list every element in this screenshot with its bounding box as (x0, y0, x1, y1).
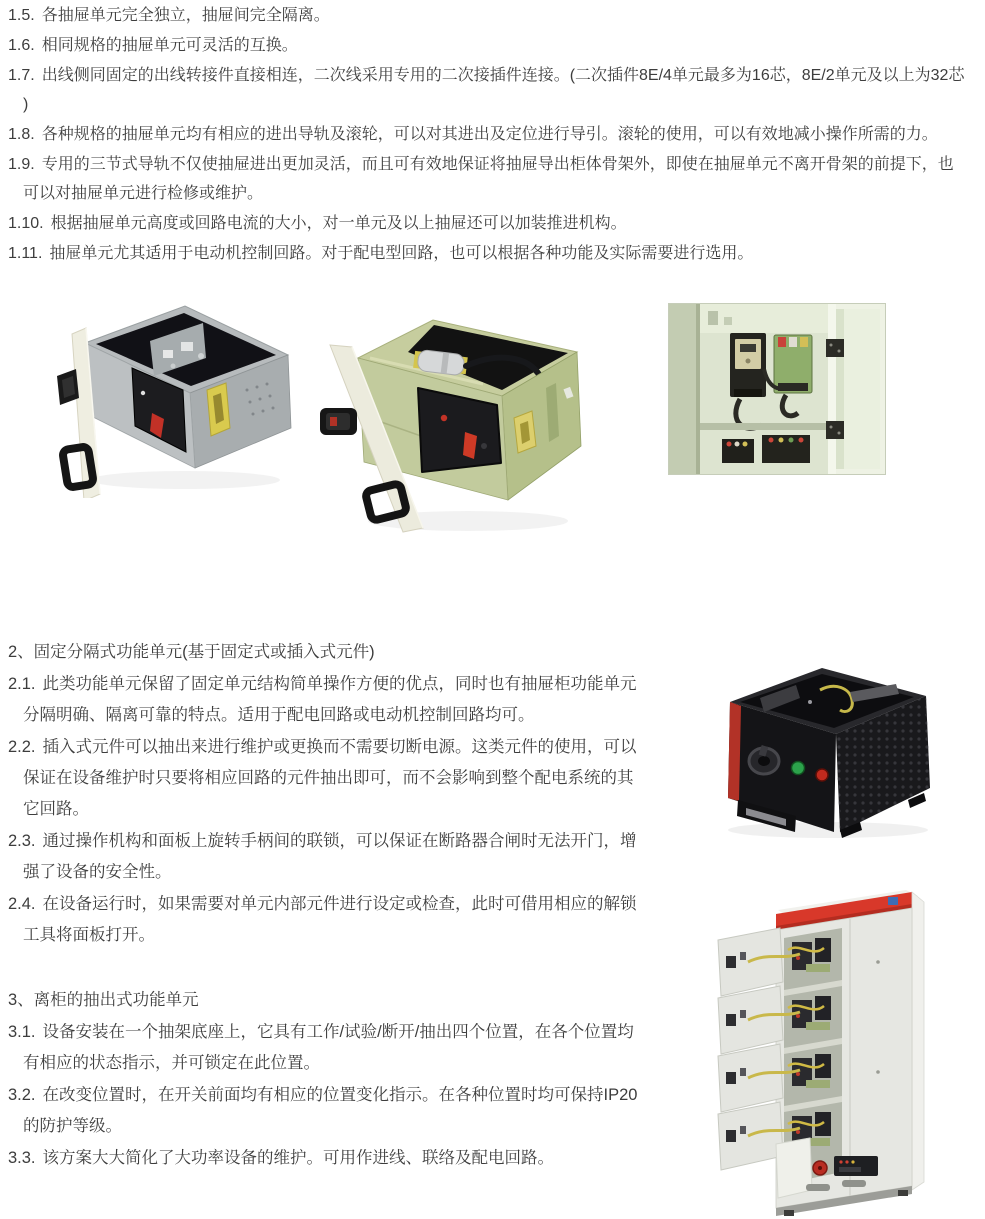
item-number: 2.4. (8, 895, 36, 913)
item-text: 该方案大大简化了大功率设备的维护。可用作进线、联络及配电回路。 (42, 1149, 555, 1167)
red-release-lever (728, 702, 741, 801)
drawer-unit-illustration-2 (318, 296, 588, 541)
drawer-handle-loop (62, 446, 94, 488)
list-item-2-1 (8, 669, 638, 731)
list-item-1-6 (8, 31, 966, 60)
item-text: 在设备运行时，如果需要对单元内部元件进行设定或检查，此时可借用相应的解锁工具将面板打开。 (23, 895, 637, 944)
door-hinge (826, 339, 844, 357)
switchgear-cabinet-illustration (688, 872, 985, 1219)
circuit-breaker (730, 333, 766, 397)
door-hinge (826, 421, 844, 439)
item-number: 1.8. (8, 126, 35, 143)
list-item-1-7 (8, 61, 966, 119)
item-text: 根据抽屉单元高度或回路电流的大小，对一单元及以上抽屉还可以加装推进机构。 (50, 215, 627, 232)
list-item-1-10 (8, 209, 966, 238)
list-item-2-4 (8, 889, 638, 951)
list-item-1-11 (8, 239, 966, 268)
fixed-unit-photo (700, 640, 940, 840)
list-item-1-5 (8, 1, 966, 30)
item-text: 设备安装在一个抽架底座上，它具有工作/试验/断开/抽出四个位置，在各个位置均有相应的状态指示，并可锁定在此位置。 (23, 1023, 634, 1072)
item-number: 1.6. (8, 37, 35, 54)
item-number: 1.11. (8, 245, 43, 262)
item-number: 3.2. (8, 1086, 36, 1104)
section3-heading: 3、离柜的抽出式功能单元 (8, 991, 199, 1009)
contactor (774, 335, 812, 393)
brand-logo (888, 897, 898, 905)
list-item-3-1 (8, 1017, 638, 1079)
item-number: 1.5. (8, 7, 35, 24)
list-item-1-9 (8, 150, 966, 208)
switchgear-cabinet-photo (688, 872, 985, 1219)
item-text: 抽屉单元尤其适用于电动机控制回路。对于配电型回路，也可以根据各种功能及实际需要进行选用。 (49, 245, 754, 262)
cabinet-interior-photo (668, 303, 886, 475)
drawer-unit-illustration-1 (55, 298, 300, 498)
fixed-unit-illustration (700, 640, 940, 840)
item-number: 3.1. (8, 1023, 36, 1041)
item-text: 出线侧同固定的出线转接件直接相连，二次线采用专用的二次接插件连接。(二次插件8E/4单元最多为16芯，8E/2单元及以上为32芯 ) (23, 67, 965, 113)
withdrawable-unit-section (8, 985, 638, 1175)
item-text: 专用的三节式导轨不仅使抽屉进出更加灵活，而且可有效地保证将抽屉导出柜体骨架外，即使在抽屉单元不离开骨架的前提下，也可以对抽屉单元进行检修或维护。 (23, 156, 954, 202)
item-number: 1.7. (8, 67, 35, 84)
list-item-2-3 (8, 826, 638, 888)
item-text: 此类功能单元保留了固定单元结构简单操作方便的优点，同时也有抽屉柜功能单元分隔明确、隔离可靠的特点。适用于配电回路或电动机控制回路均可。 (23, 675, 637, 724)
item-text: 通过操作机构和面板上旋转手柄间的联锁，可以保证在断路器合闸时无法开门，增强了设备的安全性。 (23, 832, 637, 881)
item-text: 相同规格的抽屉单元可灵活的互换。 (41, 37, 298, 54)
section2-heading: 2、固定分隔式功能单元(基于固定式或插入式元件) (8, 643, 375, 661)
rotary-handle (320, 408, 357, 435)
drawer-handle-loop (365, 483, 407, 521)
drawer-unit-photo-2 (318, 296, 588, 541)
item-number: 1.10. (8, 215, 44, 232)
list-item-3-2 (8, 1080, 638, 1142)
green-button (792, 762, 805, 775)
fixed-compartment-section (8, 637, 638, 952)
red-button (816, 769, 828, 781)
item-text: 在改变位置时，在开关前面均有相应的位置变化指示。在各种位置时均可保持IP20的防护等级。 (23, 1086, 638, 1135)
item-text: 各抽屉单元完全独立，抽屉间完全隔离。 (41, 7, 330, 24)
item-number: 3.3. (8, 1149, 36, 1167)
list-item-1-8 (8, 120, 966, 149)
list-item-3-3 (8, 1143, 638, 1174)
list-item-2-2 (8, 732, 638, 825)
item-text: 插入式元件可以抽出来进行维护或更换而不需要切断电源。这类元件的使用，可以保证在设备维护时只要将相应回路的元件抽出即可，而不会影响到整个配电系统的其它回路。 (23, 738, 637, 818)
drawer-unit-photo-1 (55, 298, 300, 498)
item-number: 2.2. (8, 738, 36, 756)
item-text: 各种规格的抽屉单元均有相应的进出导轨及滚轮，可以对其进出及定位进行导引。滚轮的使用，可以有效地减小操作所需的力。 (41, 126, 938, 143)
cabinet-interior-illustration (668, 303, 886, 475)
item-number: 2.3. (8, 832, 36, 850)
drawer-unit-feature-list (8, 1, 966, 269)
item-number: 1.9. (8, 156, 35, 173)
item-number: 2.1. (8, 675, 36, 693)
